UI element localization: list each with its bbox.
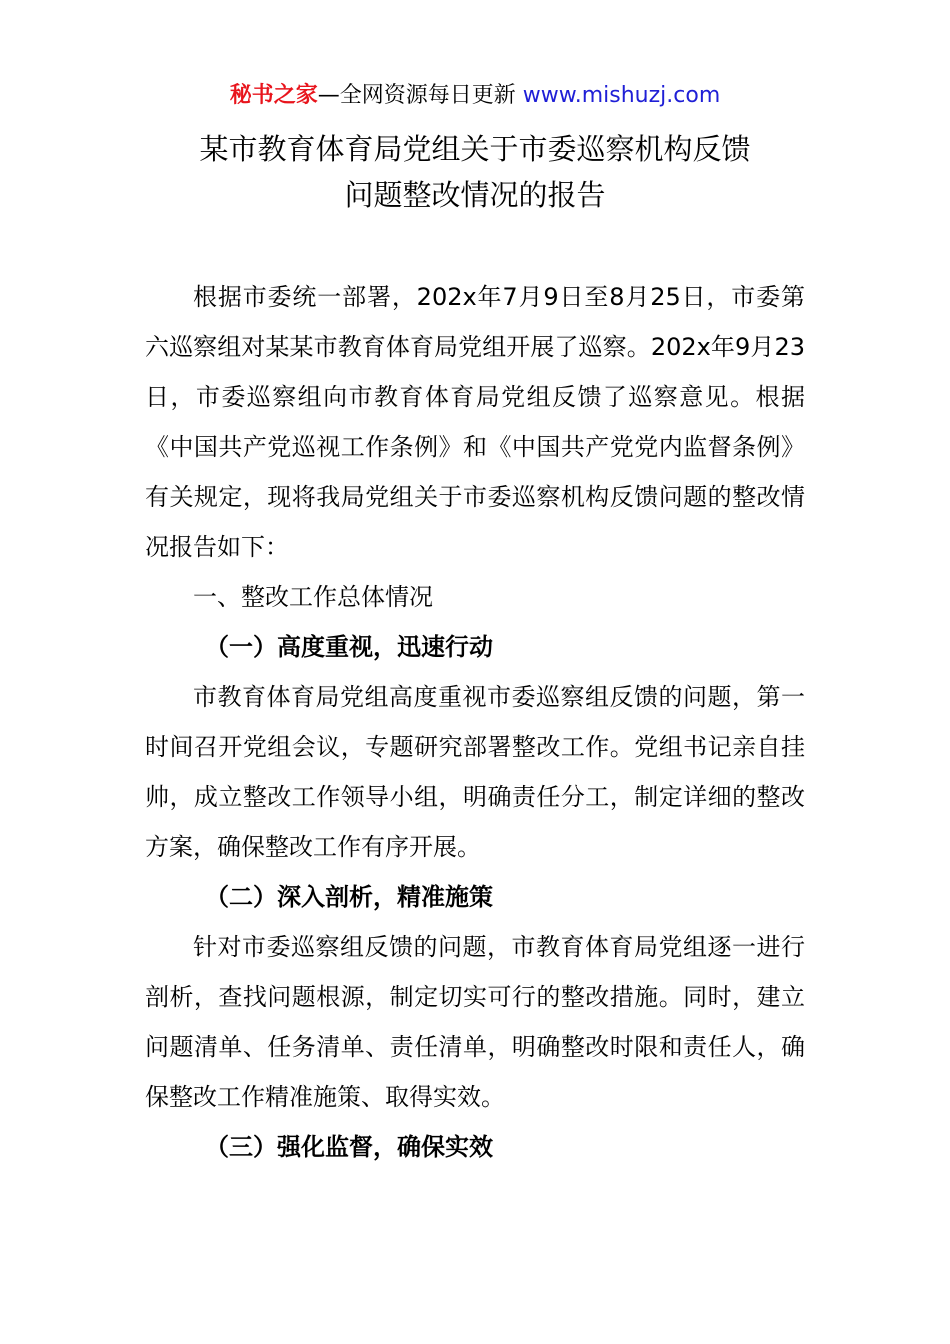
brand-name: 秘书之家 (229, 83, 318, 108)
subsection-heading-3: （三）强化监督，确保实效 (205, 1133, 493, 1161)
intro-paragraph: 根据市委统一部署，202x年7月9日至8月25日，市委第六巡察组对某某市教育体育局党组开展了巡察。202x年9月23日，市委巡察组向市教育体育局党组反馈了巡察意见。根据《中国共产党巡视工作条例》和《中国共产党党内监督条例》有关规定，现将我局党组关于市委巡察机构反馈问题的整改情况报告如下： (145, 283, 805, 561)
site-url-link[interactable]: www.mishuzj.com (522, 83, 721, 108)
subsection-heading-1: （一）高度重视，迅速行动 (205, 633, 493, 661)
document-body (145, 272, 805, 1172)
subsection-paragraph-1: 市教育体育局党组高度重视市委巡察组反馈的问题，第一时间召开党组会议，专题研究部署整改工作。党组书记亲自挂帅，成立整改工作领导小组，明确责任分工，制定详细的整改方案，确保整改工作有序开展。 (145, 683, 805, 861)
subsection-paragraph-2: 针对市委巡察组反馈的问题，市教育体育局党组逐一进行剖析，查找问题根源，制定切实可行的整改措施。同时，建立问题清单、任务清单、责任清单，明确整改时限和责任人，确保整改工作精准施策、取得实效。 (145, 933, 805, 1111)
header-tagline: —全网资源每日更新 (317, 83, 516, 108)
site-header (0, 80, 950, 112)
subsection-heading-2: （二）深入剖析，精准施策 (205, 883, 493, 911)
document-title-line-2: 问题整改情况的报告 (344, 178, 606, 212)
section-heading-1: 一、整改工作总体情况 (193, 583, 433, 611)
document-title (0, 126, 950, 218)
document-title-line-1: 某市教育体育局党组关于市委巡察机构反馈 (199, 132, 751, 166)
